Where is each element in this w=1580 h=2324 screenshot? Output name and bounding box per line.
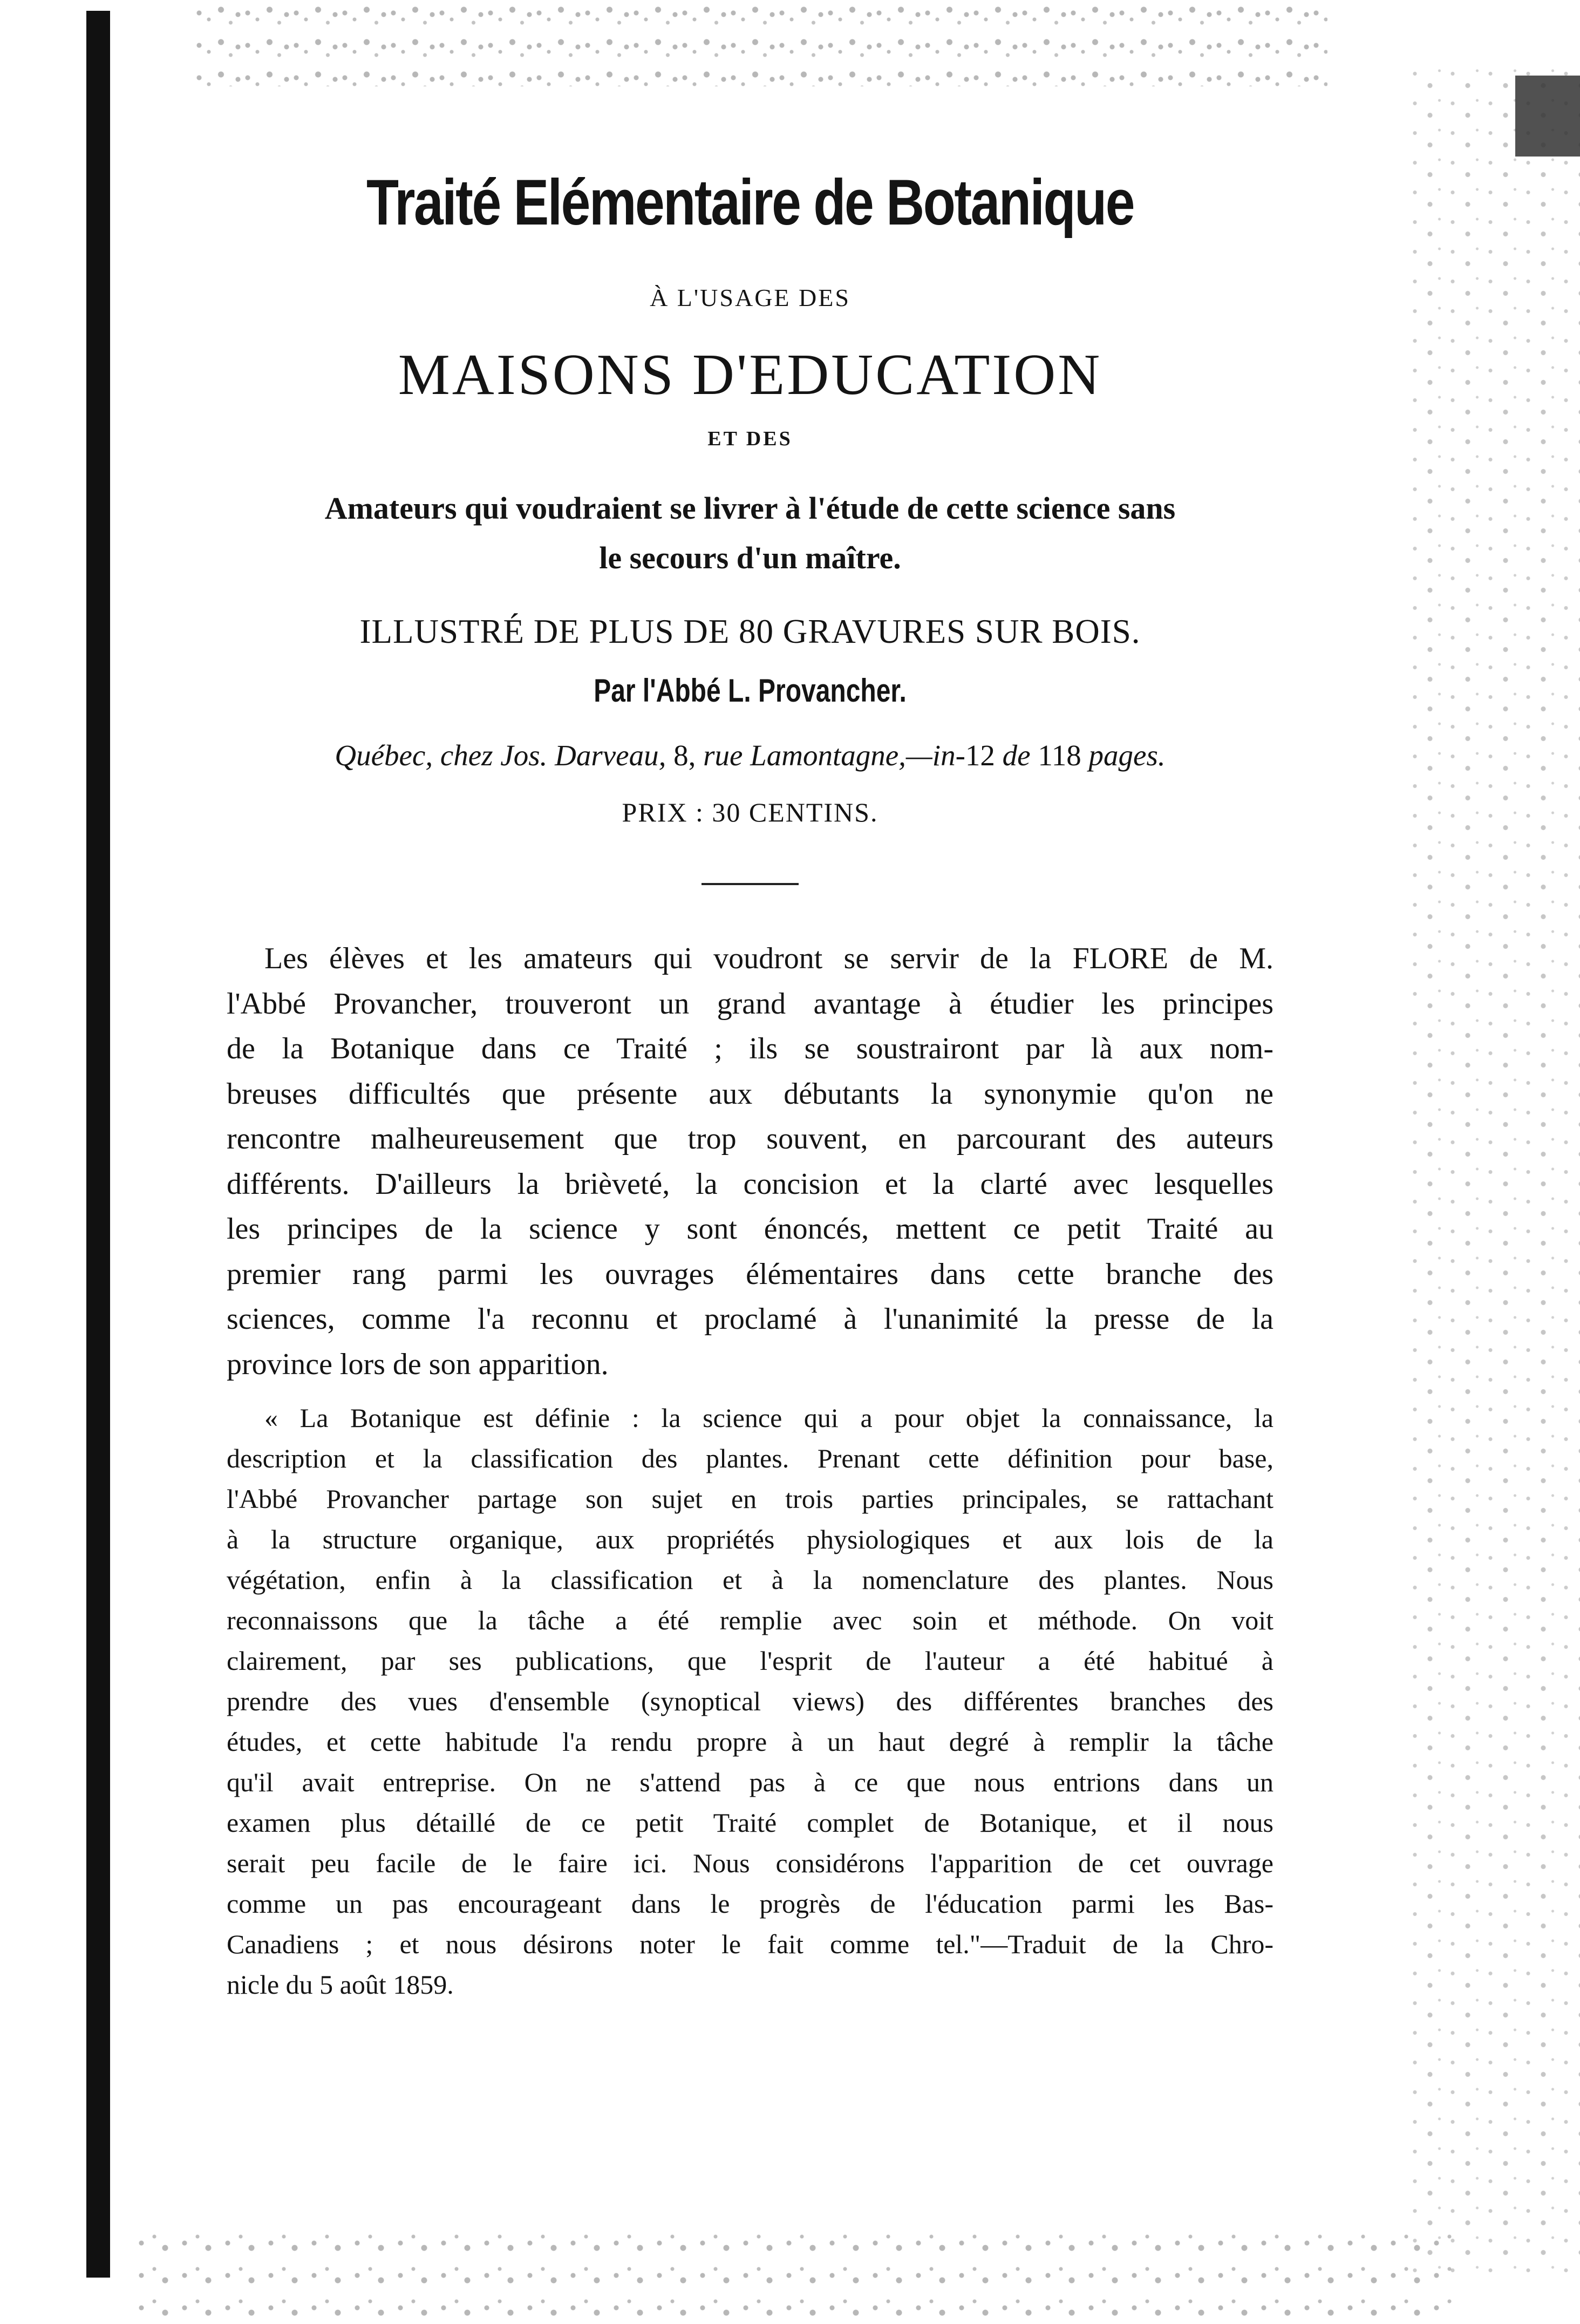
paragraph-1-line: sciences, comme l'a reconnu et proclamé à l'unanimité la presse de la — [227, 1302, 1273, 1336]
illustrated-note: ILLUSTRÉ DE PLUS DE 80 GRAVURES SUR BOIS. — [359, 613, 1141, 650]
paragraph-2-line: études, et cette habitude l'a rendu propre à un haut degré à remplir la tâche — [227, 1727, 1273, 1757]
subtitle-amateurs — [227, 484, 1273, 583]
paragraph-2-line: Canadiens ; et nous désirons noter le fait comme tel."—Traduit de la Chro- — [227, 1929, 1273, 1959]
paragraph-1-line: premier rang parmi les ouvrages élémentaires dans cette branche des — [227, 1257, 1273, 1291]
author-line: Par l'Abbé L. Provancher. — [594, 672, 907, 709]
subtitle-a-lusage: À L'USAGE DES — [650, 284, 850, 311]
paragraph-1-line: province lors de son apparition. — [227, 1347, 609, 1381]
scan-edge-left-bar — [86, 11, 110, 2278]
paragraph-2-line: clairement, par ses publications, que l'esprit de l'auteur a été habitué à — [227, 1646, 1273, 1676]
imprint-page-count: 118 — [1038, 739, 1089, 772]
paragraph-2-line: l'Abbé Provancher partage son sujet en trois parties principales, se rattachant — [227, 1484, 1273, 1514]
paragraph-1-line: de la Botanique dans ce Traité ; ils se soustrairont par là aux nom- — [227, 1032, 1273, 1065]
paragraph-2-line: à la structure organique, aux propriétés physiologiques et aux lois de la — [227, 1524, 1273, 1554]
imprint-line — [227, 734, 1273, 777]
scan-edge-right-noise — [1407, 65, 1580, 2278]
imprint-publisher: Québec, chez Jos. Darveau, — [335, 739, 666, 772]
section-divider — [702, 883, 799, 885]
paragraph-2-quote — [227, 1398, 1273, 2005]
scan-edge-top-noise — [194, 0, 1327, 86]
paragraph-1-line: Les élèves et les amateurs qui voudront se servir de la FLORE de M. — [264, 942, 1273, 975]
paragraph-1-line: breuses difficultés que présente aux débutants la synonymie qu'on ne — [227, 1077, 1273, 1111]
subtitle-amateurs-line-1: Amateurs qui voudraient se livrer à l'étude de cette science sans — [324, 491, 1176, 526]
imprint-de: de — [1002, 739, 1038, 772]
paragraph-1-line: les principes de la science y sont énoncés, mettent ce petit Traité au — [227, 1212, 1273, 1246]
imprint-pages: pages. — [1088, 739, 1166, 772]
imprint-number: 8, — [666, 739, 704, 772]
paragraph-1-line: l'Abbé Provancher, trouveront un grand avantage à étudier les principes — [227, 987, 1273, 1021]
price-line: PRIX : 30 CENTINS. — [622, 797, 878, 827]
subtitle-maisons: MAISONS D'EDUCATION — [398, 343, 1102, 407]
imprint-street: rue Lamontagne,—in- — [703, 739, 965, 772]
document-page — [227, 157, 1273, 2005]
paragraph-2-line: examen plus détaillé de ce petit Traité complet de Botanique, et il nous — [227, 1807, 1273, 1838]
paragraph-1-line: rencontre malheureusement que trop souvent, en parcourant des auteurs — [227, 1122, 1273, 1156]
paragraph-2-line: comme un pas encourageant dans le progrès de l'éducation parmi les Bas- — [227, 1888, 1273, 1919]
paragraph-2-line: « La Botanique est définie : la science qui a pour objet la connaissance, la — [264, 1403, 1273, 1433]
subtitle-et-des: ET DES — [707, 427, 793, 450]
paragraph-2-line: reconnaissons que la tâche a été remplie avec soin et méthode. On voit — [227, 1605, 1273, 1635]
scan-edge-bottom-noise — [135, 2227, 1457, 2324]
paragraph-1-line: différents. D'ailleurs la brièveté, la concision et la clarté avec lesquelles — [227, 1167, 1273, 1201]
paragraph-2-line: prendre des vues d'ensemble (synoptical views) des différentes branches des — [227, 1686, 1273, 1716]
paragraph-1 — [227, 936, 1273, 1387]
paragraph-2-line: végétation, enfin à la classification et à la nomenclature des plantes. Nous — [227, 1565, 1273, 1595]
imprint-format: 12 — [965, 739, 1003, 772]
paragraph-2-line: nicle du 5 août 1859. — [227, 1969, 454, 2000]
title-block — [227, 157, 1273, 248]
paragraph-2-line: description et la classification des plantes. Prenant cette définition pour base, — [227, 1443, 1273, 1473]
subtitle-amateurs-line-2: le secours d'un maître. — [599, 540, 901, 575]
document-title: Traité Elémentaire de Botanique — [366, 166, 1134, 239]
paragraph-2-line: serait peu facile de le faire ici. Nous considérons l'apparition de cet ouvrage — [227, 1848, 1273, 1878]
scan-edge-right-block — [1515, 76, 1580, 157]
paragraph-2-line: qu'il avait entreprise. On ne s'attend pas à ce que nous entrions dans un — [227, 1767, 1273, 1797]
